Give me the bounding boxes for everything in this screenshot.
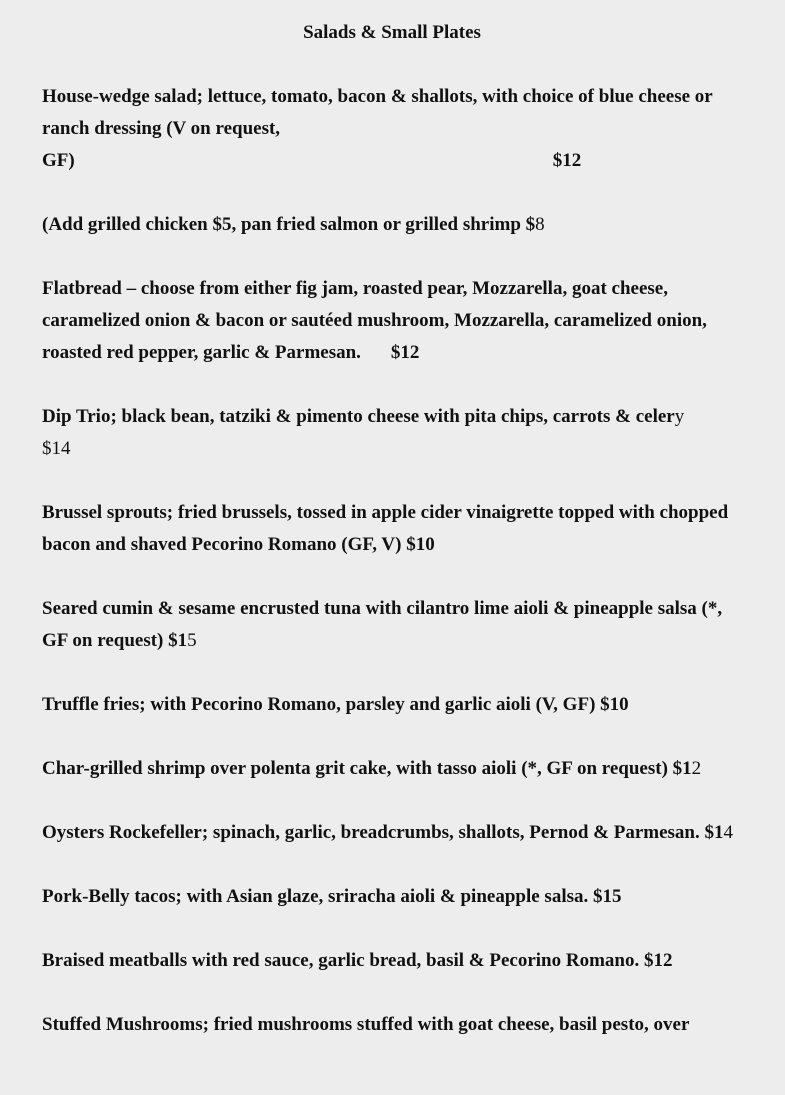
menu-item-text: Oysters Rockefeller; spinach, garlic, breadcrumbs, shallots, Pernod & Parmesan. $1 — [42, 822, 724, 843]
menu-item-braised-meatballs — [42, 945, 748, 977]
menu-item-text-continued: GF) — [42, 150, 75, 171]
menu-item-char-grilled-shrimp — [42, 753, 748, 785]
menu-item-text: Stuffed Mushrooms; fried mushrooms stuffed with goat cheese, basil pesto, over — [42, 1014, 690, 1035]
menu-item-seared-tuna — [42, 593, 748, 657]
menu-item-text: Brussel sprouts; fried brussels, tossed in apple cider vinaigrette topped with chopped bacon and shaved Pecorino Romano (GF, V) $10 — [42, 502, 729, 555]
menu-item-oysters-rockefeller — [42, 817, 748, 849]
menu-item-text: Seared cumin & sesame encrusted tuna with cilantro lime aioli & pineapple salsa (*, GF on request) $1 — [42, 598, 723, 651]
menu-item-text-tail: 5 — [187, 630, 197, 651]
menu-item-text: Braised meatballs with red sauce, garlic bread, basil & Pecorino Romano. $12 — [42, 950, 673, 971]
menu-page — [42, 17, 748, 1073]
menu-item-text-tail: 2 — [691, 758, 702, 779]
menu-item-truffle-fries — [42, 689, 748, 721]
menu-item-flatbread — [42, 273, 748, 369]
menu-item-text-tail: 4 — [723, 822, 733, 843]
menu-item-text-tail: y — [674, 406, 685, 427]
menu-item-price: $12 — [390, 342, 420, 363]
addon-price-tail: 8 — [535, 214, 545, 235]
menu-item-text: Char-grilled shrimp over polenta grit cake, with tasso aioli (*, GF on request) $1 — [42, 758, 692, 779]
addon-text: (Add grilled chicken $5, pan fried salmon or grilled shrimp $ — [42, 214, 536, 235]
menu-item-price: $12 — [552, 150, 582, 171]
menu-item-text: Dip Trio; black bean, tatziki & pimento cheese with pita chips, carrots & celer — [42, 406, 675, 427]
section-title: Salads & Small Plates — [303, 22, 481, 43]
menu-item-text: Pork-Belly tacos; with Asian glaze, sriracha aioli & pineapple salsa. $15 — [42, 886, 622, 907]
menu-item-text: Flatbread – choose from either fig jam, roasted pear, Mozzarella, goat cheese, caramelized onion & bacon or sautéed mushroom, Mozzarella, caramelized onion, roasted red pepper, garlic & Parmesan. — [42, 278, 707, 363]
menu-item-price: $14 — [42, 438, 71, 459]
menu-item-house-wedge-salad — [42, 81, 748, 177]
menu-item-addon — [42, 209, 748, 241]
menu-item-brussel-sprouts — [42, 497, 748, 561]
menu-item-text: House-wedge salad; lettuce, tomato, bacon & shallots, with choice of blue cheese or ranch dressing (V on request, — [42, 86, 713, 139]
menu-item-text: Truffle fries; with Pecorino Romano, parsley and garlic aioli (V, GF) $10 — [42, 694, 629, 715]
menu-item-pork-belly-tacos — [42, 881, 748, 913]
menu-item-stuffed-mushrooms — [42, 1009, 748, 1041]
menu-item-dip-trio — [42, 401, 748, 465]
